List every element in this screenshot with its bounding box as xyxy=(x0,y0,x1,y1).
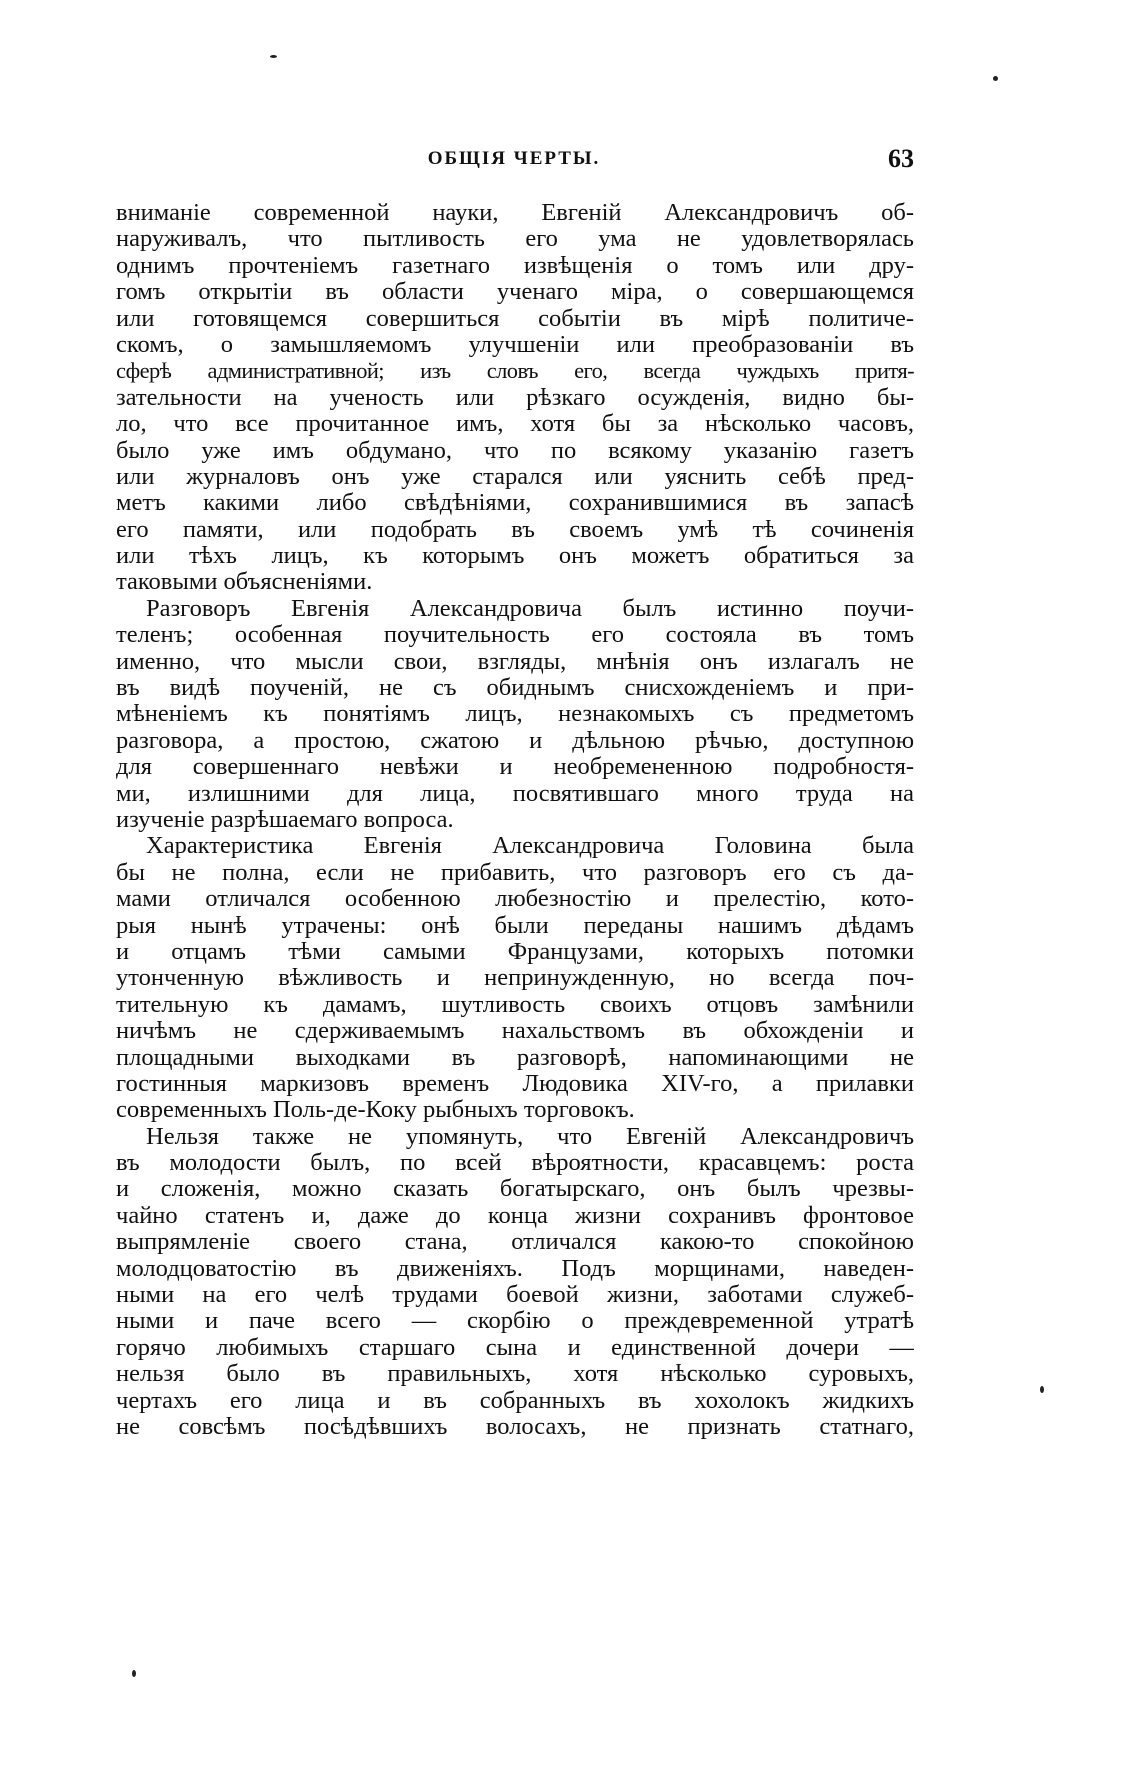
scan-speck xyxy=(270,55,277,58)
text-line: его памяти, или подобрать въ своемъ умѣ тѣ сочиненія xyxy=(116,516,914,543)
text-line: мами отличался особенною любезностію и прелестію, кото- xyxy=(116,886,914,913)
text-line: выпрямленіе своего стана, отличался какою-то спокойною xyxy=(116,1229,914,1256)
scan-speck xyxy=(1040,1386,1044,1393)
text-line: мѣненіемъ къ понятіямъ лицъ, незнакомыхъ съ предметомъ xyxy=(116,701,914,728)
text-line: чайно статенъ и, даже до конца жизни сохранивъ фронтовое xyxy=(116,1202,914,1229)
text-line: площадными выходками въ разговорѣ, напоминающими не xyxy=(116,1044,914,1071)
text-line: горячо любимыхъ старшаго сына и единственной дочери — xyxy=(116,1334,914,1361)
text-line: скомъ, о замышляемомъ улучшеніи или преобразованіи въ xyxy=(116,331,914,358)
running-title: ОБЩІЯ ЧЕРТЫ. xyxy=(427,148,601,169)
text-line: или тѣхъ лицъ, къ которымъ онъ можетъ обратиться за xyxy=(116,543,914,570)
text-line: тительную къ дамамъ, шутливость своихъ отцовъ замѣнили xyxy=(116,991,914,1018)
text-line: молодцоватостію въ движеніяхъ. Подъ морщинами, наведен- xyxy=(116,1255,914,1282)
text-line: чертахъ его лица и въ собранныхъ въ хохолокъ жидкихъ xyxy=(116,1387,914,1414)
text-line: ничѣмъ не сдерживаемымъ нахальствомъ въ обхожденіи и xyxy=(116,1018,914,1045)
text-line: или журналовъ онъ уже старался или уяснить себѣ пред- xyxy=(116,463,914,490)
text-line: въ видѣ поученій, не съ обиднымъ снисхожденіемъ и при- xyxy=(116,675,914,702)
text-line: метъ какими либо свѣдѣніями, сохранившимися въ запасѣ xyxy=(116,490,914,517)
text-line: бы не полна, если не прибавить, что разговоръ его съ да- xyxy=(116,859,914,886)
text-line: было уже имъ обдумано, что по всякому указанію газетъ xyxy=(116,437,914,464)
text-line: зательности на ученость или рѣзкаго осужденія, видно бы- xyxy=(116,384,914,411)
text-line: Характеристика Евгенія Александровича Головина была xyxy=(146,833,914,860)
text-line: гомъ открытіи въ области ученаго міра, о совершающемся xyxy=(116,279,914,306)
text-line: и сложенія, можно сказать богатырскаго, онъ былъ чрезвы- xyxy=(116,1176,914,1203)
scan-speck xyxy=(132,1670,136,1677)
text-line: ными и паче всего — скорбію о преждевременной утратѣ xyxy=(116,1308,914,1335)
scan-speck xyxy=(993,76,998,81)
text-line: ными на его челѣ трудами боевой жизни, заботами служеб- xyxy=(116,1282,914,1309)
text-line: гостинныя маркизовъ временъ Людовика XIV-го, а прилавки xyxy=(116,1070,914,1097)
page-header xyxy=(114,144,914,182)
text-line: утонченную вѣжливость и непринужденную, но всегда поч- xyxy=(116,965,914,992)
text-line: разговора, а простою, сжатою и дѣльною рѣчью, доступною xyxy=(116,727,914,754)
text-line: Разговоръ Евгенія Александровича былъ истинно поучи- xyxy=(146,595,914,622)
text-line: рыя нынѣ утрачены: онѣ были переданы нашимъ дѣдамъ xyxy=(116,912,914,939)
text-line: для совершеннаго невѣжи и необремененною подробностя- xyxy=(116,754,914,781)
text-line: ло, что все прочитанное имъ, хотя бы за нѣсколько часовъ, xyxy=(116,411,914,438)
text-line: Нельзя также не упомянуть, что Евгеній Александровичъ xyxy=(146,1123,914,1150)
text-line: изученіе разрѣшаемаго вопроса. xyxy=(116,806,454,833)
text-line: въ молодости былъ, по всей вѣроятности, красавцемъ: роста xyxy=(116,1150,914,1177)
text-line: таковыми объясненіями. xyxy=(116,569,373,596)
text-line: сферѣ административной; изъ словъ его, всегда чуждыхъ притя- xyxy=(116,358,914,384)
text-line: теленъ; особенная поучительность его состояла въ томъ xyxy=(116,622,914,649)
body-text xyxy=(116,200,914,1440)
page-number: 63 xyxy=(888,144,914,173)
text-line: однимъ прочтеніемъ газетнаго извѣщенія о томъ или дру- xyxy=(116,252,914,279)
text-line: современныхъ Поль-де-Коку рыбныхъ торговокъ. xyxy=(116,1097,635,1124)
text-line: наруживалъ, что пытливость его ума не удовлетворялась xyxy=(116,226,914,253)
text-line: или готовящемся совершиться событіи въ мірѣ политиче- xyxy=(116,305,914,332)
text-line: именно, что мысли свои, взгляды, мнѣнія онъ излагалъ не xyxy=(116,648,914,675)
text-line: вниманіе современной науки, Евгеній Александровичъ об- xyxy=(116,200,914,226)
text-line: и отцамъ тѣми самыми Французами, которыхъ потомки xyxy=(116,938,914,965)
text-line: ми, излишними для лица, посвятившаго много труда на xyxy=(116,780,914,807)
text-line: не совсѣмъ посѣдѣвшихъ волосахъ, не признать статнаго, xyxy=(116,1413,914,1440)
text-line: нельзя было въ правильныхъ, хотя нѣсколько суровыхъ, xyxy=(116,1361,914,1388)
